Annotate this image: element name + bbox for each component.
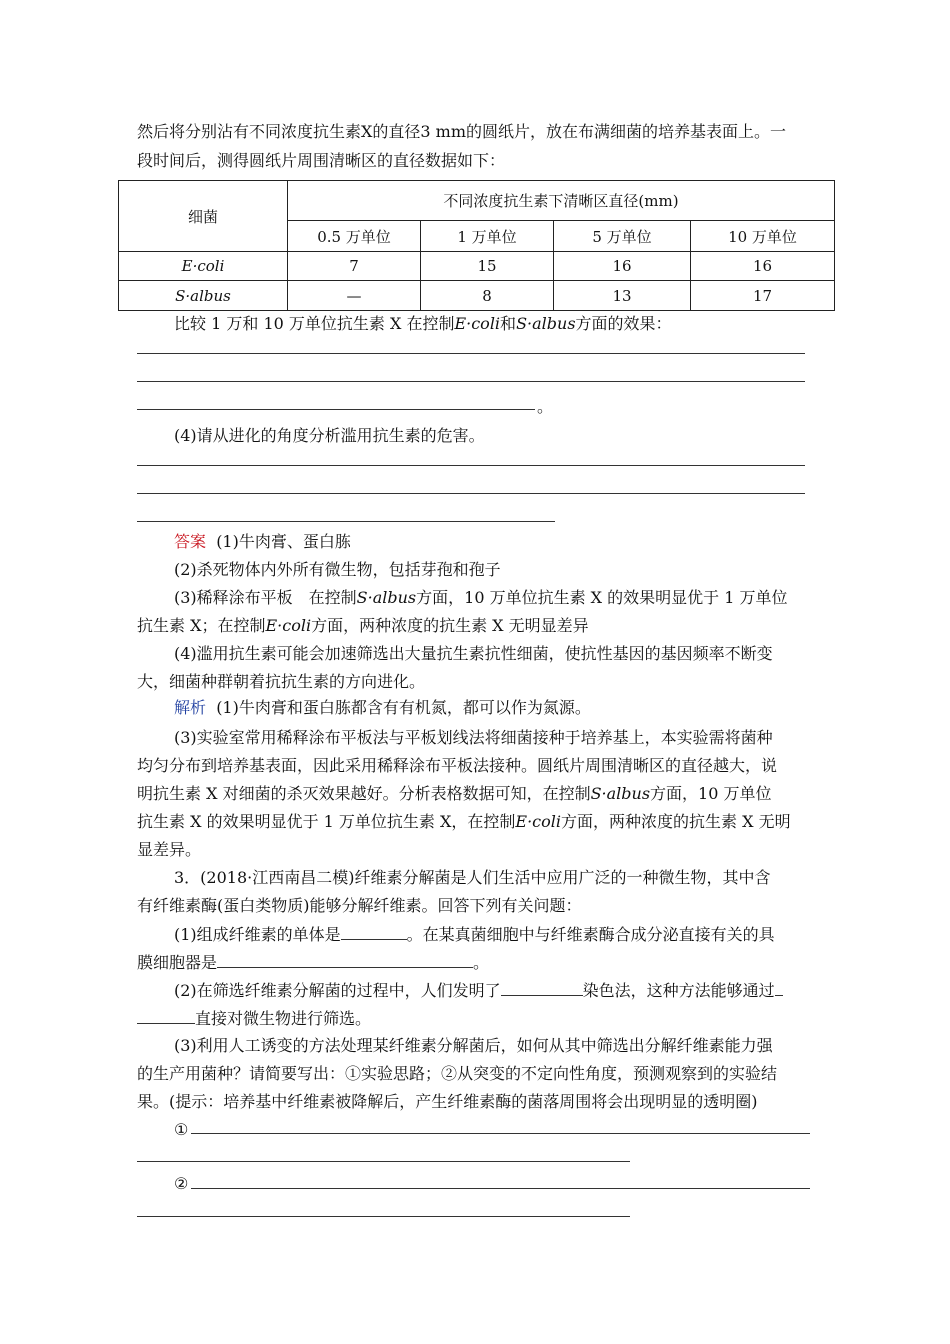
answer-line[interactable] bbox=[191, 1133, 810, 1134]
answer-4-line-1: (4)滥用抗生素可能会加速筛选出大量抗生素抗性细菌，使抗性基因的基因频率不断变 bbox=[174, 644, 773, 663]
blank-stain[interactable] bbox=[501, 979, 583, 996]
table-cell: 15 bbox=[421, 252, 554, 281]
answer-line[interactable] bbox=[137, 353, 805, 354]
question-3-intro-line-2: 有纤维素酶(蛋白类物质)能够分解纤维素。回答下列有关问题： bbox=[137, 896, 582, 915]
question-3-part-1-line-2 bbox=[137, 951, 489, 974]
table-row bbox=[119, 252, 835, 281]
analysis-3-line-1: (3)实验室常用稀释涂布平板法与平板划线法将细菌接种于培养基上，本实验需将菌种 bbox=[174, 728, 773, 747]
q3-p2-pre: (2)在筛选纤维素分解菌的过程中，人们发明了 bbox=[174, 981, 501, 1000]
analysis-3-l4-pre: 抗生素 X 的效果明显优于 1 万单位抗生素 X，在控制 bbox=[137, 812, 516, 831]
table-cell: — bbox=[288, 281, 421, 311]
table-col-header: 0.5 万单位 bbox=[288, 221, 421, 252]
compare-question bbox=[174, 313, 672, 335]
question-3-part-1-line-1 bbox=[174, 923, 775, 946]
question-3-intro-line-1: 3．(2018·江西南昌二模)纤维素分解菌是人们生活中应用广泛的一种微生物，其中含 bbox=[174, 868, 771, 887]
analysis-3-line-3 bbox=[137, 783, 772, 805]
answer-3-l2-post: 方面，两种浓度的抗生素 X 无明显差异 bbox=[311, 616, 589, 635]
answer-3-post: 方面，10 万单位抗生素 X 的效果明显优于 1 万单位 bbox=[416, 588, 788, 607]
q3-p1-post: 。在某真菌细胞中与纤维素酶合成分泌直接有关的具 bbox=[406, 925, 775, 944]
table-cell: 16 bbox=[554, 252, 691, 281]
table-row bbox=[119, 281, 835, 311]
question-4: (4)请从进化的角度分析滥用抗生素的危害。 bbox=[174, 426, 485, 445]
marker-1: ① bbox=[174, 1120, 189, 1139]
question-3-part-2-line-1 bbox=[174, 979, 783, 1002]
answer-line[interactable] bbox=[137, 493, 805, 494]
analysis-3-line-2: 均匀分布到培养基表面，因此采用稀释涂布平板法接种。圆纸片周围清晰区的直径越大，说 bbox=[137, 756, 778, 775]
question-3-part-3-line-1: (3)利用人工诱变的方法处理某纤维素分解菌后，如何从其中筛选出分解纤维素能力强 bbox=[174, 1036, 773, 1055]
table-cell: 8 bbox=[421, 281, 554, 311]
compare-salbus: S·albus bbox=[516, 314, 576, 333]
compare-text-post: 方面的效果： bbox=[575, 314, 672, 333]
compare-end-mark: 。 bbox=[537, 397, 554, 416]
table-cell: 7 bbox=[288, 252, 421, 281]
analysis-1-text: (1)牛肉膏和蛋白胨都含有有机氮，都可以作为氮源。 bbox=[216, 698, 591, 717]
table-cell: 13 bbox=[554, 281, 691, 311]
answer-line[interactable] bbox=[137, 1216, 630, 1217]
analysis-3-line-5: 显差异。 bbox=[137, 840, 202, 859]
analysis-1 bbox=[174, 697, 591, 719]
q3-p1-pre: (1)组成纤维素的单体是 bbox=[174, 925, 341, 944]
answer-1 bbox=[174, 531, 351, 553]
intro-line-1: 然后将分别沾有不同浓度抗生素X的直径3 mm的圆纸片，放在布满细菌的培养基表面上。一 bbox=[137, 122, 787, 141]
question-3-part-2-line-2 bbox=[137, 1007, 371, 1030]
compare-text-pre: 比较 1 万和 10 万单位抗生素 X 在控制 bbox=[174, 314, 455, 333]
answer-3-pre: (3)稀释涂布平板 在控制 bbox=[174, 588, 357, 607]
table-cell-name: S·albus bbox=[119, 281, 288, 311]
answer-3-l2-pre: 抗生素 X；在控制 bbox=[137, 616, 266, 635]
answer-line[interactable] bbox=[137, 409, 535, 410]
blank-method-start[interactable] bbox=[775, 979, 783, 996]
table-col-header: 5 万单位 bbox=[554, 221, 691, 252]
intro-line-2: 段时间后，测得圆纸片周围清晰区的直径数据如下： bbox=[137, 151, 506, 170]
marker-2: ② bbox=[174, 1174, 189, 1193]
table-cell-name: E·coli bbox=[119, 252, 288, 281]
answer-line[interactable] bbox=[137, 465, 805, 466]
blank-method[interactable] bbox=[137, 1007, 195, 1024]
answer-line[interactable] bbox=[191, 1188, 810, 1189]
answer-line[interactable] bbox=[137, 1161, 630, 1162]
q3-p1-l2-post: 。 bbox=[473, 953, 490, 972]
analysis-3-l3-post: 方面，10 万单位 bbox=[650, 784, 772, 803]
answer-line[interactable] bbox=[137, 381, 805, 382]
q3-p2-l2: 直接对微生物进行筛选。 bbox=[195, 1009, 372, 1028]
answer-line[interactable] bbox=[137, 521, 555, 522]
table-col-header: 10 万单位 bbox=[691, 221, 835, 252]
data-table bbox=[118, 180, 835, 311]
table-row-header: 细菌 bbox=[119, 181, 288, 252]
table-col-header: 1 万单位 bbox=[421, 221, 554, 252]
answer-label: 答案 bbox=[174, 532, 207, 551]
answer-4-line-2: 大，细菌种群朝着抗抗生素的方向进化。 bbox=[137, 672, 426, 691]
blank-monomer[interactable] bbox=[341, 923, 407, 940]
q3-p1-l2-pre: 膜细胞器是 bbox=[137, 953, 218, 972]
q3-p2-post: 染色法，这种方法能够通过 bbox=[582, 981, 775, 1000]
table-cell: 16 bbox=[691, 252, 835, 281]
answer-2: (2)杀死物体内外所有微生物，包括芽孢和孢子 bbox=[174, 560, 501, 579]
analysis-3-salbus: S·albus bbox=[590, 784, 651, 803]
answer-3-line-1 bbox=[174, 587, 788, 609]
blank-organelle[interactable] bbox=[217, 951, 473, 968]
analysis-label: 解析 bbox=[174, 698, 207, 717]
analysis-3-line-4 bbox=[137, 811, 791, 833]
question-3-part-3-line-3: 果。(提示：培养基中纤维素被降解后，产生纤维素酶的菌落周围将会出现明显的透明圈) bbox=[137, 1092, 758, 1111]
analysis-3-l3-pre: 明抗生素 X 对细菌的杀灭效果越好。分析表格数据可知，在控制 bbox=[137, 784, 591, 803]
answer-3-salbus: S·albus bbox=[356, 588, 417, 607]
table-group-header: 不同浓度抗生素下清晰区直径(mm) bbox=[288, 181, 835, 221]
question-3-part-3-line-2: 的生产用菌种？请简要写出：①实验思路；②从突变的不定向性角度，预测观察到的实验结 bbox=[137, 1064, 778, 1083]
analysis-3-ecoli: E·coli bbox=[515, 812, 561, 831]
compare-text-mid: 和 bbox=[500, 314, 517, 333]
analysis-3-l4-post: 方面，两种浓度的抗生素 X 无明 bbox=[561, 812, 791, 831]
table-cell: 17 bbox=[691, 281, 835, 311]
answer-1-text: (1)牛肉膏、蛋白胨 bbox=[216, 532, 351, 551]
answer-3-ecoli: E·coli bbox=[265, 616, 312, 635]
compare-ecoli: E·coli bbox=[454, 314, 501, 333]
answer-3-line-2 bbox=[137, 615, 589, 637]
